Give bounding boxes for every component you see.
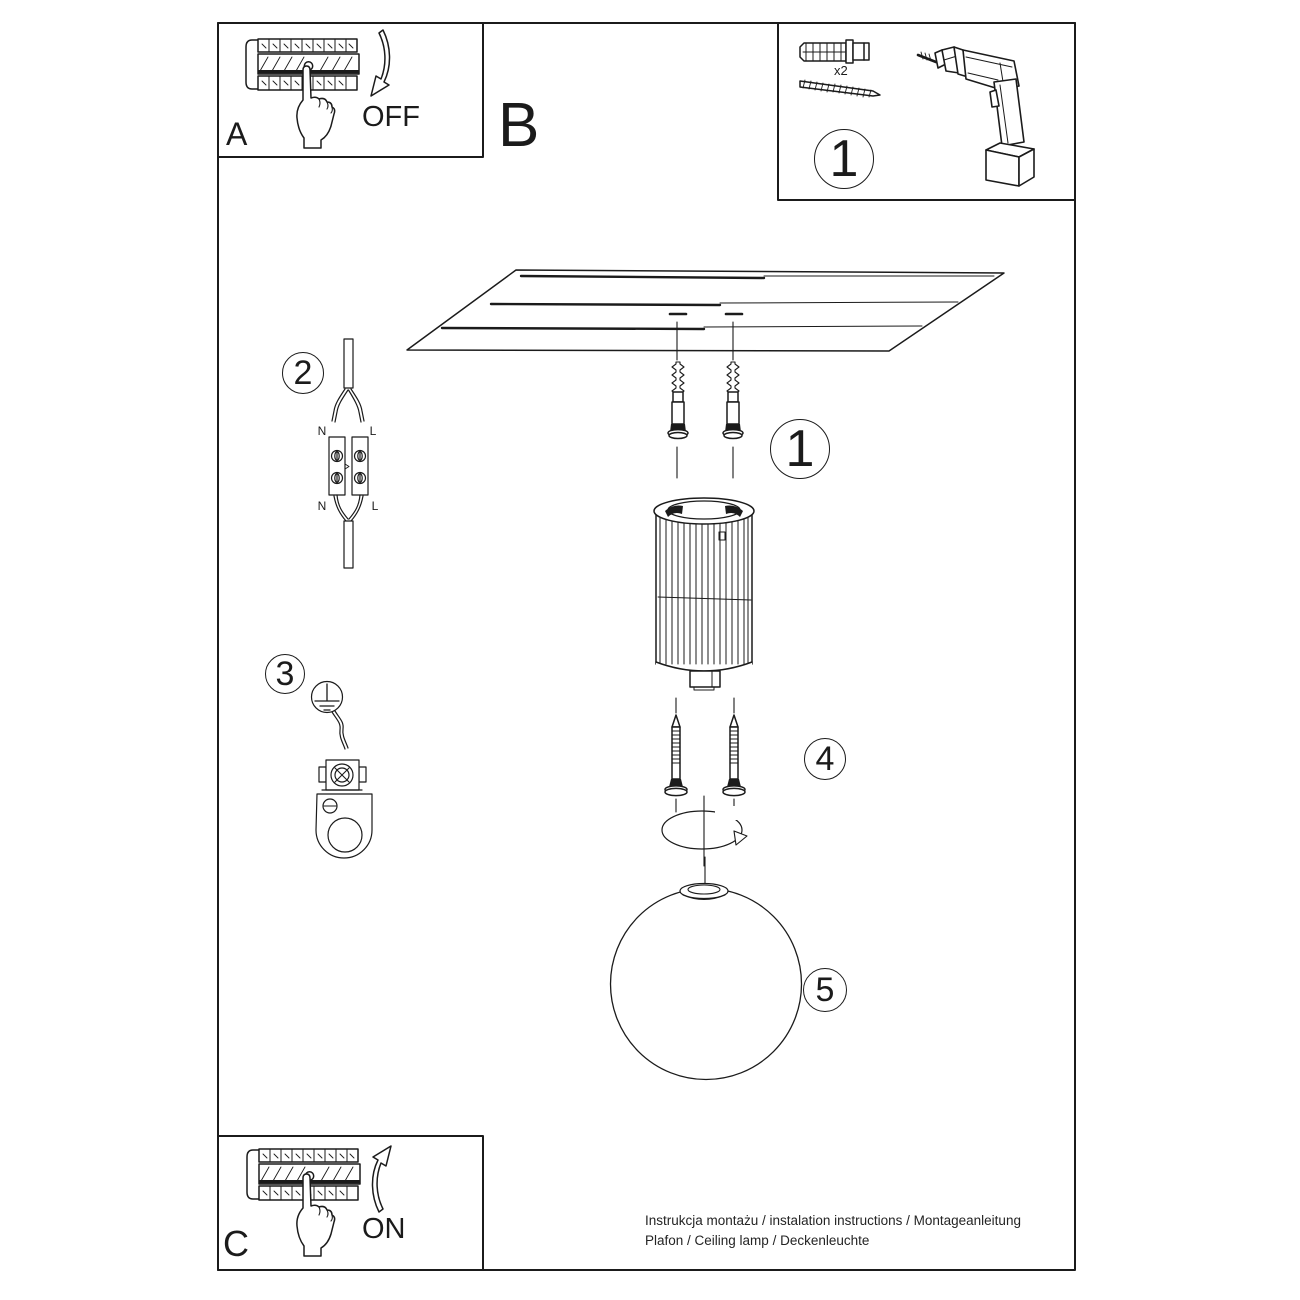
wall-anchor-right [723,362,743,439]
parts-badge-1: 1 [814,129,874,189]
glass-sphere-drawing [611,857,802,1080]
step-badge-2: 2 [282,352,324,394]
lamp-base-cylinder-drawing [654,498,754,692]
mounting-screw-left [665,715,687,812]
ground-terminal-drawing [312,682,373,859]
wiring-diagram-drawing [329,339,368,568]
screw-leader-lines [676,698,734,713]
box-c-label: C [223,1223,249,1264]
main-frame [218,23,1075,1270]
step-badge-3: 3 [265,654,305,694]
step-badge-1: 1 [770,419,830,479]
wire-label-l-top: L [369,424,377,438]
wire-label-l-bottom: L [371,499,379,513]
off-label: OFF [362,101,420,133]
mounting-screw-right [723,715,745,810]
footer-line-1: Instrukcja montażu / instalation instructions / Montageanleitung [645,1213,1021,1228]
footer-line-2: Plafon / Ceiling lamp / Deckenleuchte [645,1232,870,1248]
ceiling-panel-drawing [407,270,1004,351]
box-a-label: A [226,116,248,152]
wall-anchor-left [668,362,688,439]
section-b-label: B [498,91,540,160]
step-badge-5: 5 [803,968,847,1012]
wire-label-n-bottom: N [317,499,327,513]
anchor-quantity-label: x2 [834,63,848,78]
wall-plug-icon [800,40,869,63]
footer-text [645,1211,1021,1250]
step-badge-4: 4 [804,738,846,780]
rotation-arrow-icon [662,796,749,866]
on-label: ON [362,1213,406,1245]
wire-label-n-top: N [317,424,327,438]
